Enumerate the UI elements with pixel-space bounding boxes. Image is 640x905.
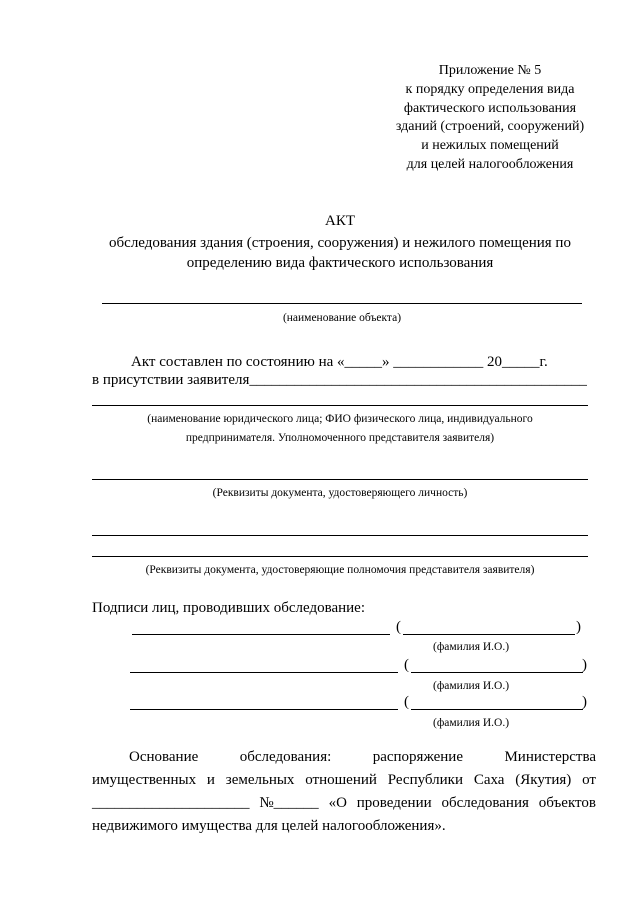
authority-field-2[interactable] bbox=[92, 556, 588, 557]
signatures-heading: Подписи лиц, проводивших обследование: bbox=[92, 600, 365, 616]
id-document-field[interactable] bbox=[92, 479, 588, 480]
basis-word: обследования bbox=[441, 795, 529, 811]
signature-paren-close: ) bbox=[582, 657, 587, 673]
basis-word: Саха bbox=[473, 772, 505, 788]
basis-line-4: недвижимого имущества для целей налогообложения». bbox=[92, 818, 446, 834]
signature-paren-open: ( bbox=[404, 694, 409, 710]
basis-word: Основание bbox=[129, 749, 199, 765]
signature-line-2[interactable] bbox=[130, 672, 398, 673]
signature-paren-open: ( bbox=[396, 619, 401, 635]
basis-order-date-field[interactable]: _____________________ bbox=[92, 795, 250, 811]
signature-caption-2: (фамилия И.О.) bbox=[433, 680, 510, 692]
authority-caption: (Реквизиты документа, удостоверяющие полномочия представителя заявителя) bbox=[145, 564, 535, 576]
appendix-line: зданий (строений, сооружений) bbox=[395, 119, 585, 135]
basis-word: и bbox=[206, 772, 215, 788]
basis-word: от bbox=[582, 772, 596, 788]
appendix-line: для целей налогообложения bbox=[406, 156, 574, 172]
signature-line-3[interactable] bbox=[130, 709, 398, 710]
signature-name-line-3[interactable] bbox=[411, 709, 583, 710]
appendix-line: фактического использования bbox=[403, 100, 577, 116]
presence-line: в присутствии заявителя_____________________________________________ bbox=[92, 372, 587, 388]
basis-word: объектов bbox=[538, 795, 596, 811]
basis-word: имущественных bbox=[92, 772, 197, 788]
signature-paren-close: ) bbox=[582, 694, 587, 710]
basis-order-number-field[interactable]: №______ bbox=[259, 795, 319, 811]
signature-caption-3: (фамилия И.О.) bbox=[433, 717, 510, 729]
appendix-line: к порядку определения вида bbox=[405, 81, 575, 97]
basis-word: обследования: bbox=[239, 749, 332, 765]
signature-name-line-2[interactable] bbox=[411, 672, 583, 673]
basis-word: проведении bbox=[356, 795, 432, 811]
appendix-line: Приложение № 5 bbox=[438, 63, 542, 78]
signature-line-1[interactable] bbox=[132, 634, 390, 635]
presence-field[interactable] bbox=[92, 405, 588, 406]
presence-caption-2: предпринимателя. Уполномоченного представителя заявителя) bbox=[185, 432, 495, 444]
basis-word: отношений bbox=[305, 772, 377, 788]
act-title-line-2: определению вида фактического использования bbox=[186, 255, 494, 271]
appendix-line: и нежилых помещений bbox=[421, 138, 559, 154]
basis-line-3 bbox=[92, 795, 596, 812]
basis-line-1 bbox=[129, 749, 596, 766]
basis-line-2 bbox=[92, 772, 596, 789]
presence-caption-1: (наименование юридического лица; ФИО физического лица, индивидуального bbox=[147, 413, 533, 425]
act-title-line-1: обследования здания (строения, сооружения) и нежилого помещения по bbox=[109, 235, 571, 251]
signature-paren-close: ) bbox=[576, 619, 581, 635]
authority-field-1[interactable] bbox=[92, 535, 588, 536]
id-document-caption: (Реквизиты документа, удостоверяющего личность) bbox=[212, 487, 468, 499]
act-date-line: Акт составлен по состоянию на «_____» ____________ 20_____г. bbox=[131, 354, 548, 370]
object-name-field[interactable] bbox=[102, 303, 582, 304]
appendix-header bbox=[360, 62, 620, 175]
basis-word: Республики bbox=[387, 772, 463, 788]
basis-word: распоряжение bbox=[372, 749, 463, 765]
object-name-caption: (наименование объекта) bbox=[282, 312, 402, 324]
signature-name-line-1[interactable] bbox=[403, 634, 575, 635]
basis-word: земельных bbox=[225, 772, 295, 788]
act-heading: АКТ bbox=[325, 213, 355, 229]
basis-word: (Якутия) bbox=[515, 772, 572, 788]
basis-word: «О bbox=[328, 795, 347, 811]
signature-paren-open: ( bbox=[404, 657, 409, 673]
basis-word: Министерства bbox=[504, 749, 596, 765]
signature-caption-1: (фамилия И.О.) bbox=[433, 641, 510, 653]
